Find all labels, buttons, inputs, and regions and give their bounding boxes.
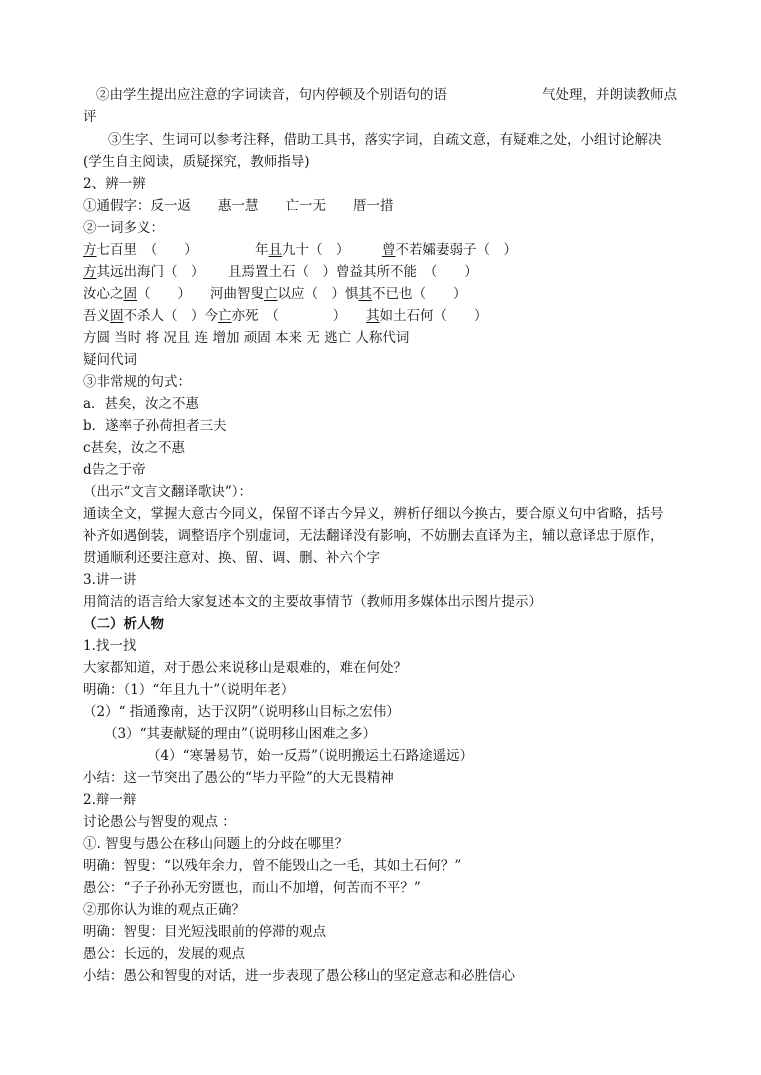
underlined-char: 亡: [264, 286, 278, 302]
polysemy-row: [83, 307, 703, 325]
paragraph-line: 明确：智叟：目光短浅眼前的停滞的观点: [83, 924, 326, 940]
polysemy-item: 吾义固不杀人（ ）今亡亦死 （ ）: [83, 308, 347, 324]
section-heading: 2.辩一辩: [83, 792, 137, 808]
paragraph-line: （4）“寒暑易节，始一反焉”（说明搬运土石路途遥远）: [147, 748, 474, 764]
paragraph-line: 方圆 当时 将 况且 连 增加 顽固 本来 无 逃亡 人称代词: [83, 330, 410, 346]
section-heading: 1.找一找: [83, 638, 137, 654]
paragraph-line: 愚公：“子子孙孙无穷匮也，而山不加增，何苦而不平？”: [83, 880, 421, 896]
paragraph-line: ②由学生提出应注意的字词读音，句内停顿及个别语句的语: [96, 87, 447, 103]
paragraph-line: （3）“其妻献疑的理由”（说明移山困难之多）: [104, 726, 377, 742]
paragraph-line: ①. 智叟与愚公在移山问题上的分歧在哪里？: [83, 836, 349, 852]
polysemy-row: [83, 285, 703, 303]
underlined-char: 固: [110, 308, 124, 324]
paragraph-line: 讨论愚公与智叟的观点 ：: [83, 814, 236, 830]
underlined-char: 方: [83, 264, 97, 280]
polysemy-item: 河曲智叟亡以应（ ）惧其不已也（ ）: [210, 286, 467, 302]
underlined-char: 固: [123, 286, 137, 302]
polysemy-item: 方七百里 （ ）: [83, 242, 198, 258]
paragraph-line: ③非常规的句式：: [83, 374, 191, 390]
paragraph-line: ②那你认为谁的观点正确？: [83, 902, 245, 918]
underlined-char: 方: [83, 242, 97, 258]
paragraph-line: b．遂率子孙荷担者三夫: [83, 418, 227, 434]
paragraph-line: (学生自主阅读，质疑探究，教师指导): [83, 154, 310, 170]
paragraph-line: 大家都知道，对于愚公来说移山是艰难的，难在何处？: [83, 660, 407, 676]
underlined-char: 其: [358, 286, 372, 302]
section-heading: （二）析人物: [83, 616, 164, 632]
polysemy-item: 汝心之固（ ）: [83, 286, 191, 302]
paragraph-line: 通读全文，掌握大意古今同义，保留不译古今异义，辨析仔细以今换古，要合原义句中省略，括号: [83, 506, 664, 522]
polysemy-row: [83, 263, 703, 281]
paragraph-line: a．甚矣，汝之不惠: [83, 396, 200, 412]
polysemy-row: [83, 241, 703, 259]
paragraph-line: 补齐如遇倒装，调整语序个别虚词，无法翻译没有影响，不妨删去直译为主，辅以意译忠于原作，: [83, 528, 664, 544]
paragraph-line: （出示“文言文翻译歌诀”）：: [83, 484, 253, 500]
polysemy-item: 曾不若孀妻弱子（ ）: [382, 242, 517, 258]
underlined-char: 其: [366, 308, 380, 324]
underlined-char: 曾: [382, 242, 396, 258]
paragraph-line: c甚矣，汝之不惠: [83, 440, 186, 456]
paragraph-line: ②一词多义：: [83, 220, 164, 236]
paragraph-line: ①通假字：反一返 惠一慧 亡一无 厝一措: [83, 198, 394, 214]
polysemy-item: 且焉置土石（ ）曾益其所不能 （ ）: [228, 264, 478, 280]
paragraph-line: 贯通顺利还要注意对、换、留、调、删、补六个字: [83, 550, 380, 566]
paragraph-line: 用简洁的语言给大家复述本文的主要故事情节（教师用多媒体出示图片提示）: [83, 594, 542, 610]
paragraph-line: 小结：这一节突出了愚公的“毕力平险”的大无畏精神: [83, 770, 394, 786]
paragraph-line: 愚公：长远的，发展的观点: [83, 946, 245, 962]
section-heading: 2、辨一辨: [83, 176, 146, 192]
paragraph-line: 明确：智叟：“以残年余力，曾不能毁山之一毛，其如土石何？”: [83, 858, 462, 874]
paragraph-line: ③生字、生词可以参考注释，借助工具书，落实字词，自疏文意，有疑难之处，小组讨论解决: [108, 132, 662, 148]
paragraph-line: 气处理，并朗读教师点: [542, 87, 677, 103]
polysemy-item: 其如土石何（ ）: [366, 308, 488, 324]
polysemy-item: 年且九十（ ）: [255, 242, 350, 258]
paragraph-line: 明确：（1）“年且九十”（说明年老）: [83, 682, 295, 698]
polysemy-item: 方其远出海门（ ）: [83, 264, 205, 280]
paragraph-line: 小结：愚公和智叟的对话，进一步表现了愚公移山的坚定意志和必胜信心: [83, 968, 515, 984]
section-heading: 3.讲一讲: [83, 572, 137, 588]
paragraph-line: 评: [83, 109, 97, 125]
paragraph-line: 疑问代词: [83, 352, 137, 368]
underlined-char: 亡: [218, 308, 232, 324]
paragraph-line: d告之于帝: [83, 462, 146, 478]
paragraph-line: （2）“ 指通豫南，达于汉阴”（说明移山目标之宏伟）: [83, 704, 400, 720]
underlined-char: 且: [268, 242, 282, 258]
